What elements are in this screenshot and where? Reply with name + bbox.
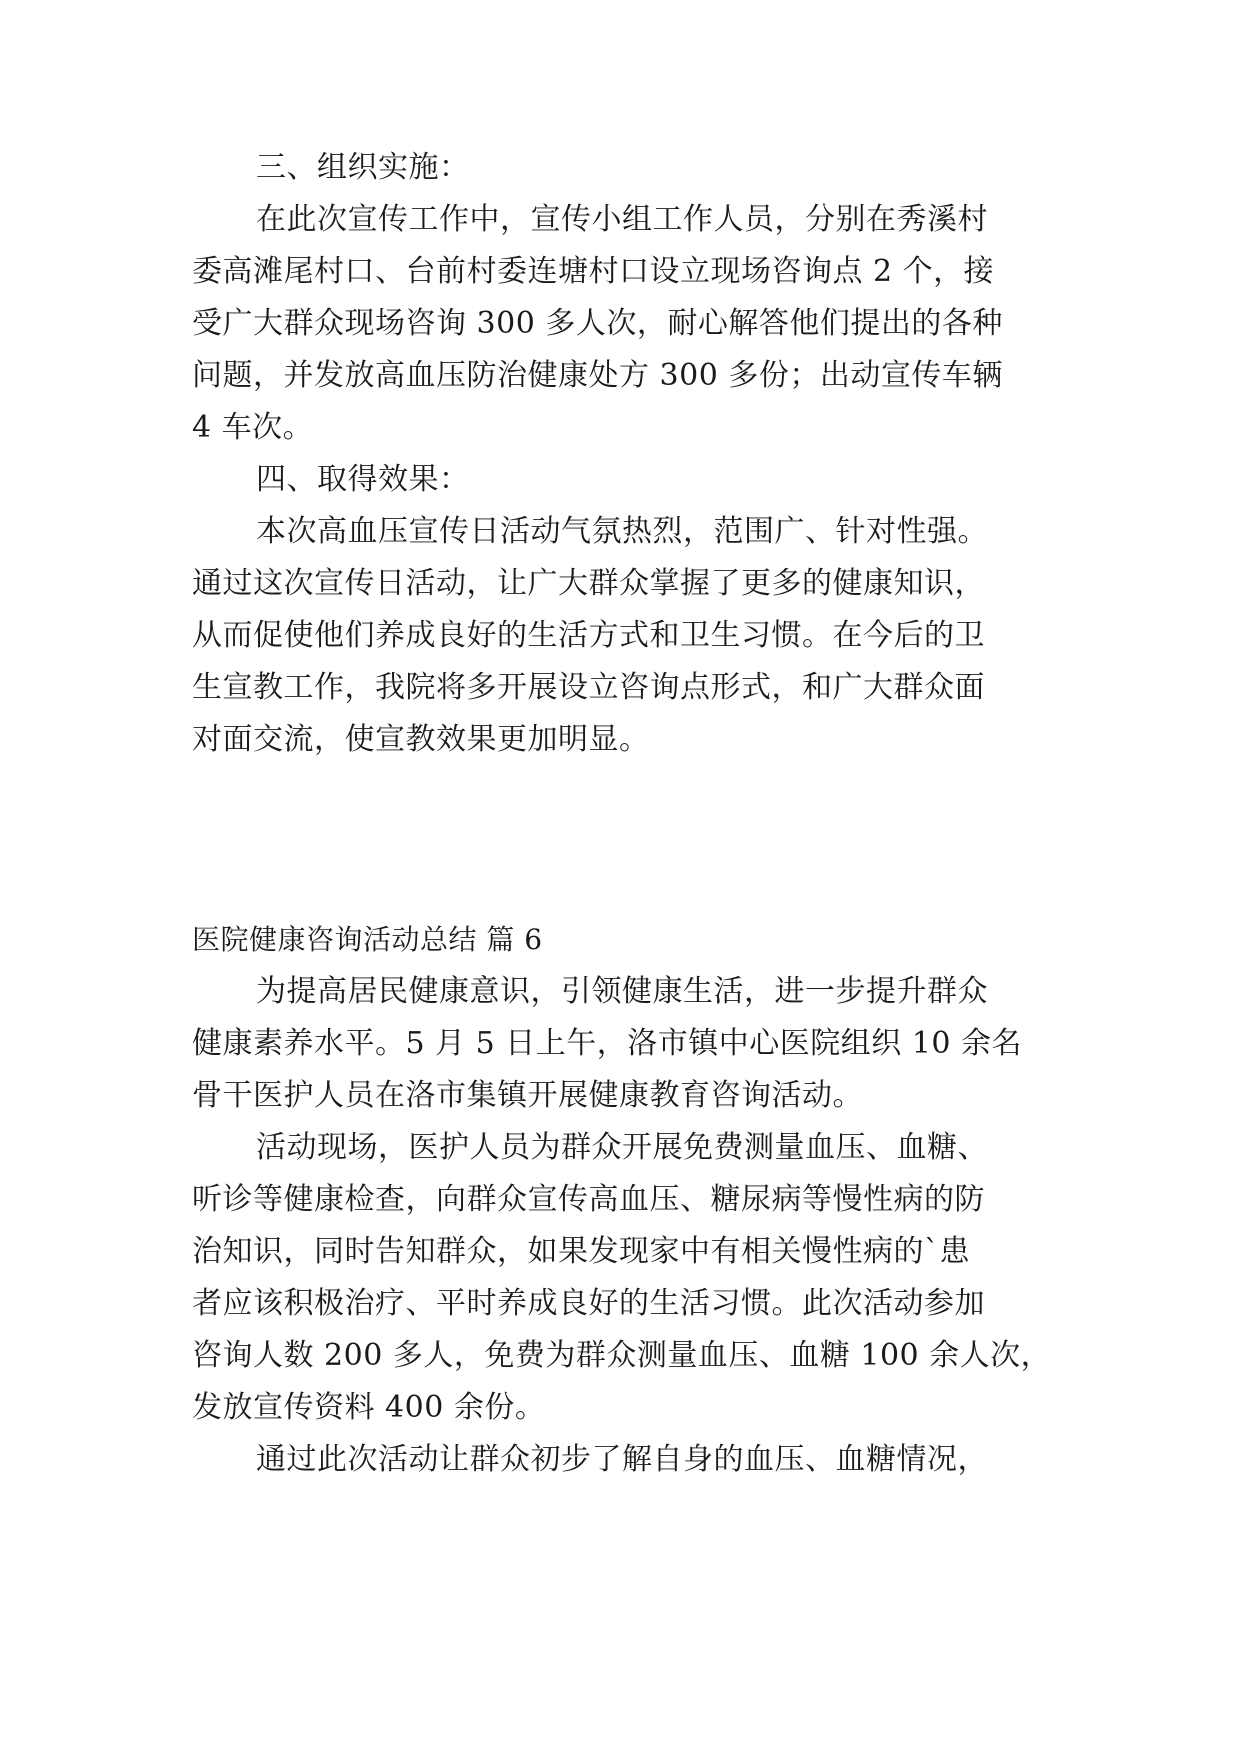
paragraph-line: 健康素养水平。5 月 5 日上午，洛市镇中心医院组织 10 余名 <box>192 1026 1023 1061</box>
section-3-heading: 三、组织实施： <box>256 150 470 185</box>
paragraph-line: 从而促使他们养成良好的生活方式和卫生习惯。在今后的卫 <box>192 618 985 653</box>
paragraph-line: 在此次宣传工作中，宣传小组工作人员，分别在秀溪村 <box>256 202 988 237</box>
paragraph-line: 受广大群众现场咨询 300 多人次，耐心解答他们提出的各种 <box>192 306 1003 341</box>
paragraph-line: 听诊等健康检查，向群众宣传高血压、糖尿病等慢性病的防 <box>192 1182 985 1217</box>
paragraph-line: 咨询人数 200 多人，免费为群众测量血压、血糖 100 余人次， <box>192 1338 1052 1373</box>
article-title: 医院健康咨询活动总结 篇 6 <box>192 923 543 956</box>
paragraph-line: 本次高血压宣传日活动气氛热烈，范围广、针对性强。 <box>256 514 988 549</box>
paragraph-line: 治知识，同时告知群众，如果发现家中有相关慢性病的`患 <box>192 1234 970 1269</box>
paragraph-line: 活动现场，医护人员为群众开展免费测量血压、血糖、 <box>256 1130 988 1165</box>
paragraph-line: 者应该积极治疗、平时养成良好的生活习惯。此次活动参加 <box>192 1286 985 1321</box>
paragraph-line: 4 车次。 <box>192 410 314 445</box>
paragraph-line: 骨干医护人员在洛市集镇开展健康教育咨询活动。 <box>192 1078 863 1113</box>
paragraph-line: 委高滩尾村口、台前村委连塘村口设立现场咨询点 2 个，接 <box>192 254 995 289</box>
paragraph-line: 通过此次活动让群众初步了解自身的血压、血糖情况， <box>256 1442 988 1477</box>
section-4-heading: 四、取得效果： <box>256 462 470 497</box>
paragraph-line: 发放宣传资料 400 余份。 <box>192 1390 546 1425</box>
paragraph-line: 通过这次宣传日活动，让广大群众掌握了更多的健康知识， <box>192 566 985 601</box>
paragraph-line: 对面交流，使宣教效果更加明显。 <box>192 722 650 757</box>
paragraph-line: 问题，并发放高血压防治健康处方 300 多份；出动宣传车辆 <box>192 358 1003 393</box>
paragraph-line: 为提高居民健康意识，引领健康生活，进一步提升群众 <box>256 974 988 1009</box>
paragraph-line: 生宣教工作，我院将多开展设立咨询点形式，和广大群众面 <box>192 670 985 705</box>
